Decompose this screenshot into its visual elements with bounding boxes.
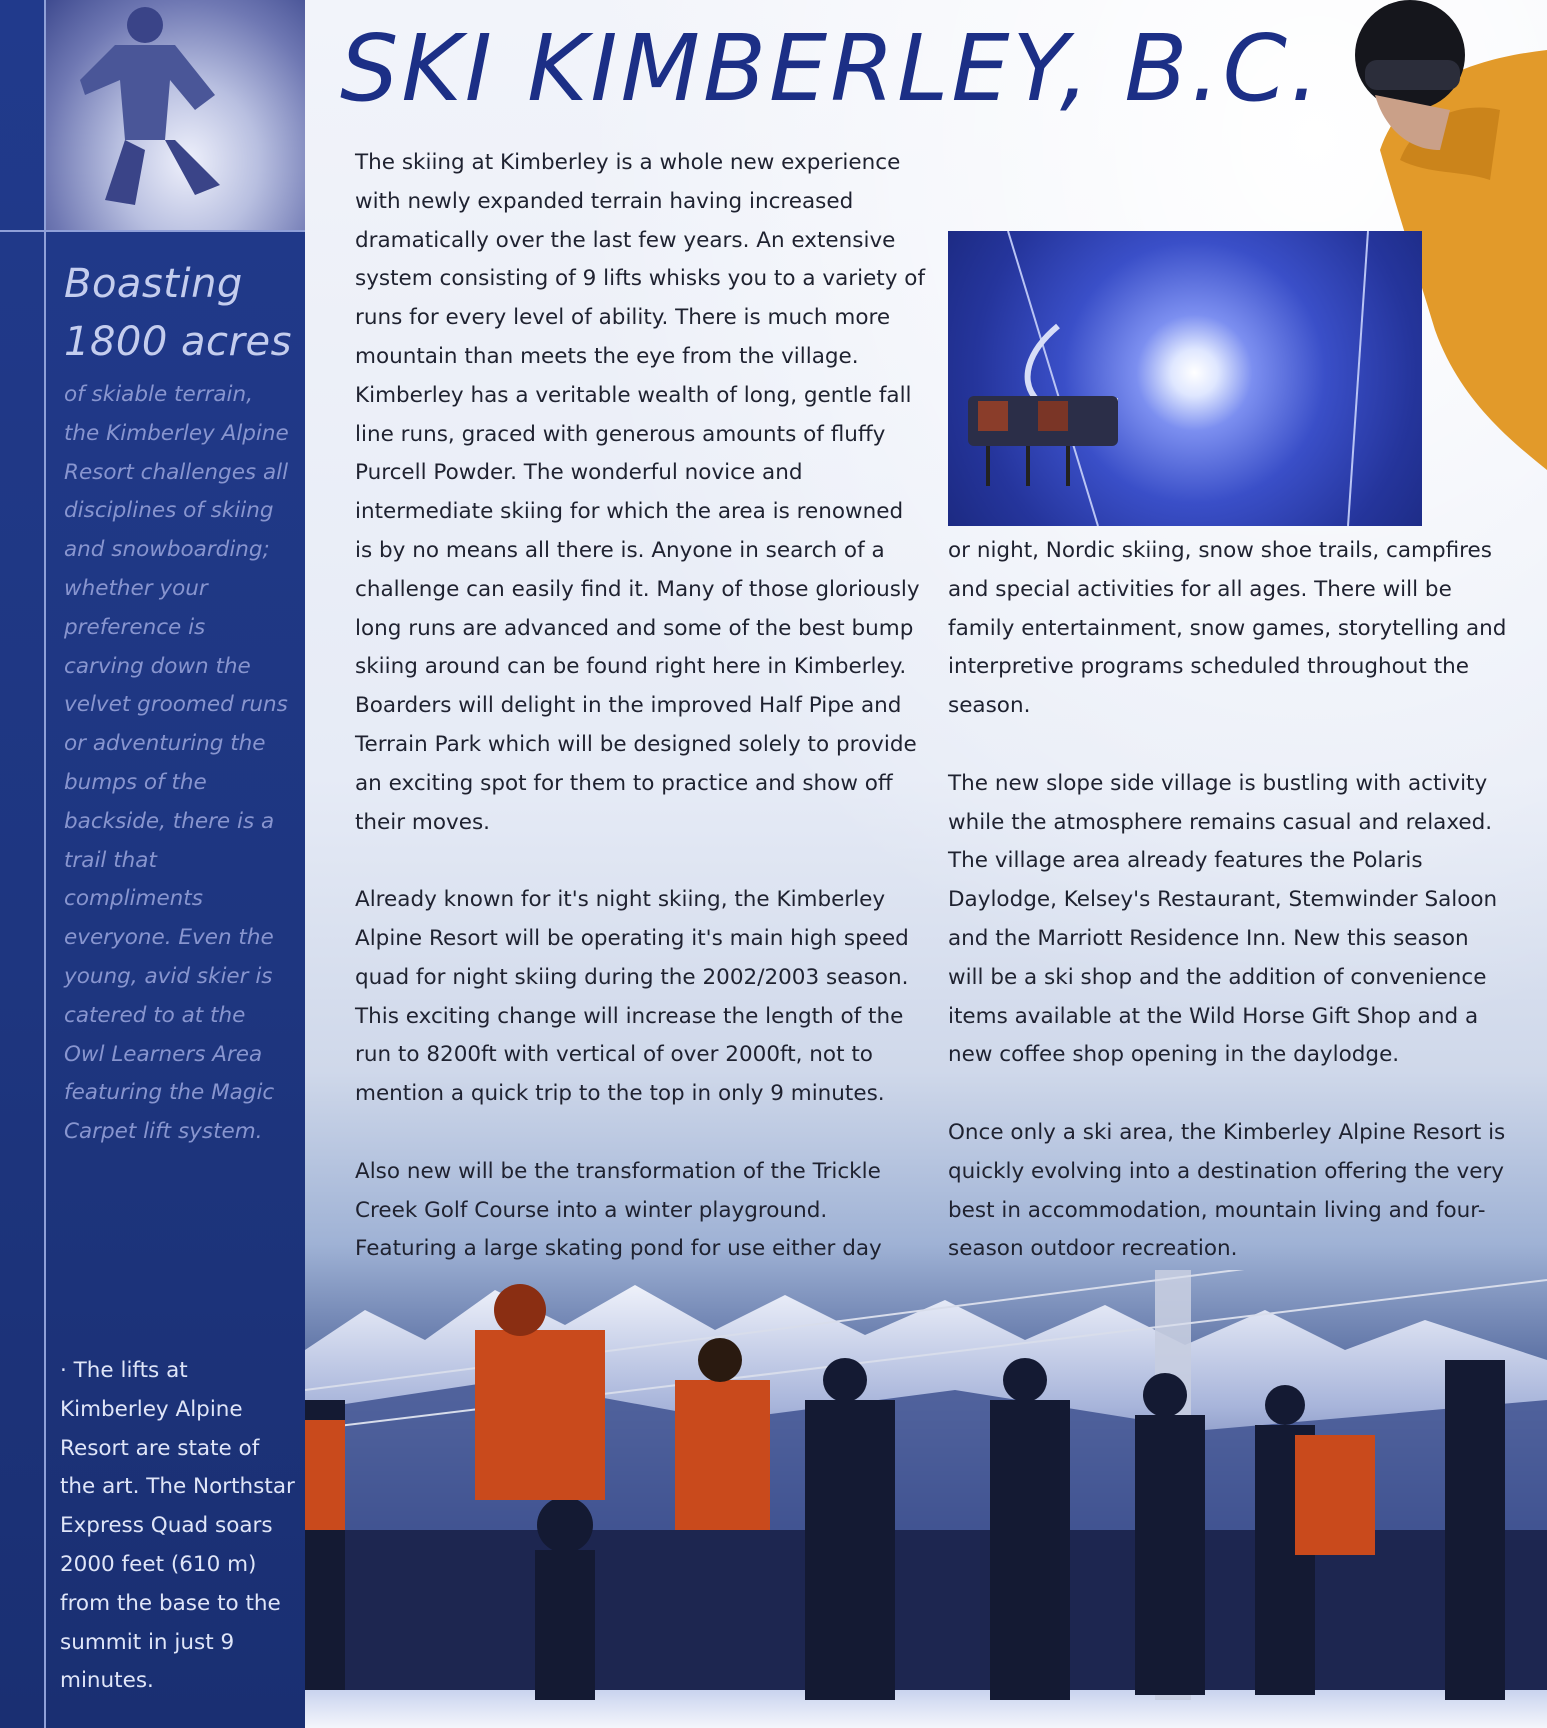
snowboarder-figure — [45, 0, 305, 230]
article-paragraph-2: Already known for it's night skiing, the Kimberley Alpine Resort will be operating it's main high speed quad for night skiing during the 2002/2003 season. This exciting change will increase the length of the run to 8200ft with vertical of over 2000ft, not to mention a quick trip to the top in only 9 minutes. — [355, 887, 909, 1107]
article-paragraph-6: Once only a ski area, the Kimberley Alpine Resort is quickly evolving into a destination offering the very best in accommodation, mountain living and four-season outdoor recreation. — [948, 1119, 1506, 1262]
chairlift-figure — [948, 231, 1422, 526]
pull-quote-heading-line1: Boasting — [64, 261, 243, 307]
chairlift-against-sun-photo — [948, 231, 1422, 526]
pull-quote-heading-line2: 1800 acres — [64, 319, 292, 365]
page-title: SKI KIMBERLEY, B.C. — [340, 15, 1323, 122]
pull-quote-body: of skiable terrain, the Kimberley Alpine Resort challenges all disciplines of skiing and snowboarding; whether your preference is carving down the velvet groomed runs or adventuring the bumps of the backside, there is a trail that compliments everyone. Even the young, avid skier is catered to at the Owl Learners Area featuring the Magic Carpet lift system. — [64, 382, 289, 1145]
sidebar-divider-vertical — [44, 0, 46, 1728]
sidebar — [0, 0, 305, 1728]
pull-quote-heading — [64, 255, 294, 371]
snowboarder-photo — [45, 0, 305, 230]
lift-fact-note: · The lifts at Kimberley Alpine Resort are state of the art. The Northstar Express Quad soars 2000 feet (610 m) from the base to the summit in just 9 minutes. — [60, 1358, 295, 1694]
article-paragraph-4: or night, Nordic skiing, snow shoe trails, campfires and special activities for all ages. There will be family entertainment, snow games, storytelling and interpretive programs scheduled throughout the season. — [948, 538, 1507, 719]
skiers-at-lift-mountain-photo — [305, 1270, 1547, 1728]
article-paragraph-3: Also new will be the transformation of the Trickle Creek Golf Course into a winter playground. Featuring a large skating pond for use either day — [355, 1158, 882, 1262]
article-paragraph-1: The skiing at Kimberley is a whole new experience with newly expanded terrain having increased dramatically over the last few years. An extensive system consisting of 9 lifts whisks you to a variety of runs for every level of ability. There is much more mountain than meets the eye from the village. Kimberley has a veritable wealth of long, gentle fall line runs, graced with generous amounts of fluffy Purcell Powder. The wonderful novice and intermediate skiing for which the area is renowned is by no means all there is. Anyone in search of a challenge can easily find it. Many of those gloriously long runs are advanced and some of the best bump skiing around can be found right here in Kimberley. Boarders will delight in the improved Half Pipe and Terrain Park which will be designed solely to provide an exciting spot for them to practice and show off their moves. — [355, 150, 926, 835]
article-paragraph-5: The new slope side village is bustling with activity while the atmosphere remains casual and relaxed. The village area already features the Polaris Daylodge, Kelsey's Restaurant, Stemwinder Saloon and the Marriott Residence Inn. New this season will be a ski shop and the addition of convenience items available at the Wild Horse Gift Shop and a new coffee shop opening in the daylodge. — [948, 770, 1498, 1068]
article-column-left — [355, 144, 925, 1308]
article-column-right — [948, 532, 1508, 1308]
